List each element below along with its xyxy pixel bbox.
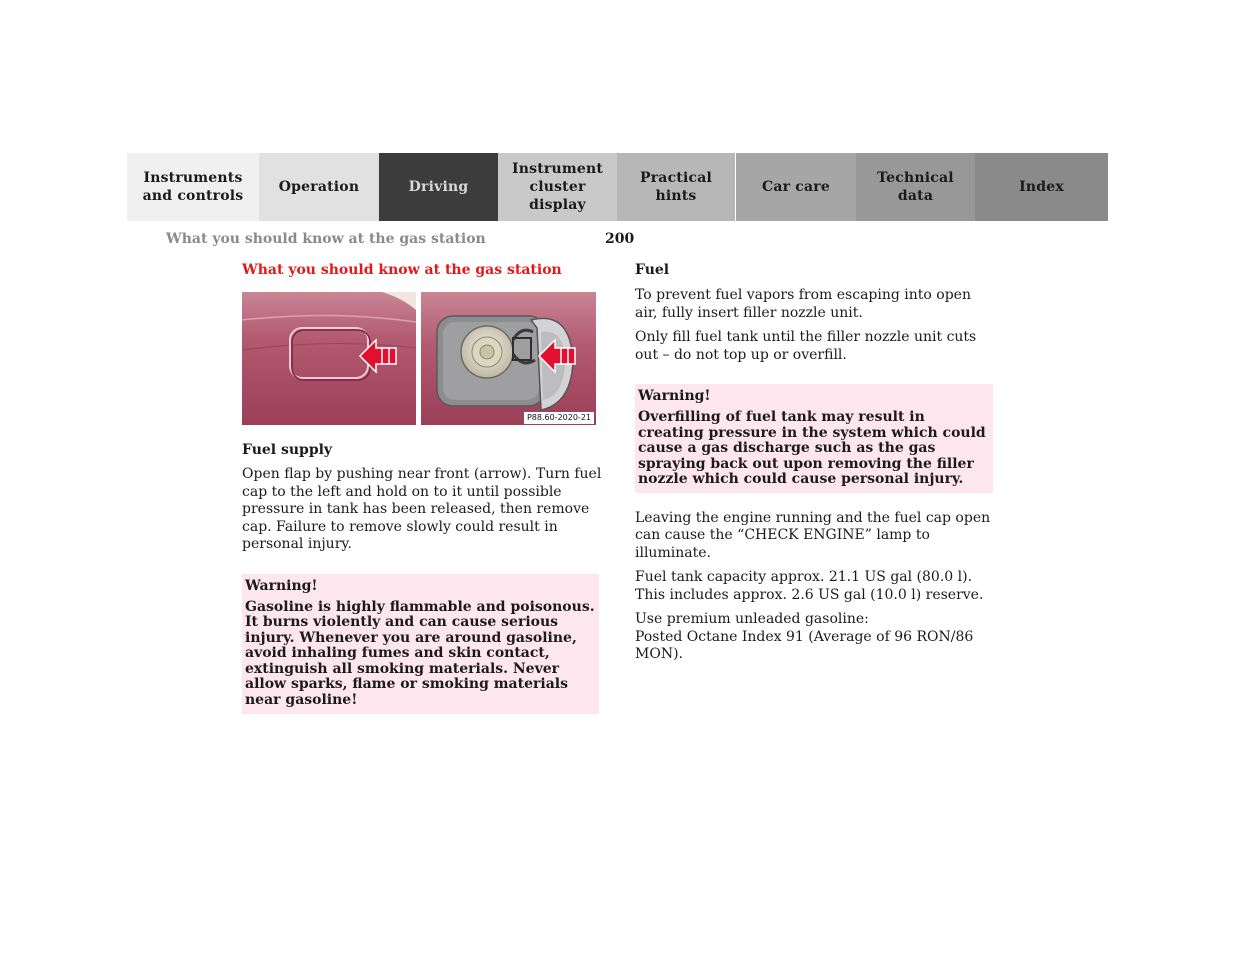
fuel-heading: Fuel — [635, 262, 670, 278]
fuel-para-overfill: Only fill fuel tank until the filler nozzle unit cuts out – do not top up or overfill. — [635, 329, 977, 363]
tab-index[interactable]: Index — [975, 153, 1108, 221]
fuel-cap-open-figure — [421, 292, 596, 425]
warning-title: Warning! — [245, 577, 318, 594]
gasoline-type-line: Use premium unleaded gasoline: — [635, 611, 869, 628]
fuel-flap-figures — [242, 292, 602, 425]
octane-line: Posted Octane Index 91 (Average of 96 RON/86 MON). — [635, 628, 974, 663]
capacity-line: Fuel tank capacity approx. 21.1 US gal (80.0 l). — [635, 569, 973, 586]
tab-instrument-cluster-display[interactable]: Instrument cluster display — [498, 153, 617, 221]
figure-code: P88.60-2020-21 — [524, 412, 594, 424]
overfill-warning-box — [635, 384, 993, 493]
right-column — [635, 262, 995, 671]
fuel-supply-text: Open flap by pushing near front (arrow). Turn fuel cap to the left and hold on to it until possible pressure in tank has been released, then remove cap. Failure to remove slowly could result in personal injury. — [242, 466, 602, 552]
page-number: 200 — [605, 231, 635, 247]
fuel-para-capacity — [635, 569, 995, 604]
left-column — [242, 262, 602, 714]
warning-text: Overfilling of fuel tank may result in creating pressure in the system which could cause a gas discharge such as the gas spraying back out upon removing the filler nozzle which could cause personal injury. — [638, 409, 986, 488]
section-title: What you should know at the gas station — [242, 262, 562, 278]
gasoline-warning-box — [242, 574, 599, 714]
tab-instruments-and-controls[interactable]: Instruments and controls — [127, 153, 259, 221]
fuel-flap-closed-illustration — [242, 292, 416, 425]
tab-technical-data[interactable]: Technical data — [856, 153, 975, 221]
fuel-para-octane — [635, 611, 995, 664]
fuel-para-check-engine: Leaving the engine running and the fuel cap open can cause the “CHECK ENGINE” lamp to illuminate. — [635, 509, 991, 561]
fuel-cap-open-illustration — [421, 292, 596, 425]
fuel-flap-closed-figure — [242, 292, 416, 425]
tab-driving[interactable]: Driving — [379, 153, 498, 221]
tab-car-care[interactable]: Car care — [736, 153, 856, 221]
chapter-tabs — [127, 153, 1108, 221]
warning-text: Gasoline is highly flammable and poisonous. It burns violently and can cause serious injury. Whenever you are around gasoline, avoid inhaling fumes and skin contact, extinguish all smoking materials. Never allow sparks, flame or smoking materials near gasoline! — [245, 598, 595, 709]
fuel-para-nozzle: To prevent fuel vapors from escaping into open air, fully insert filler nozzle unit. — [635, 287, 971, 321]
tab-practical-hints[interactable]: Practical hints — [617, 153, 736, 221]
warning-title: Warning! — [638, 388, 711, 404]
reserve-line: This includes approx. 2.6 US gal (10.0 l) reserve. — [635, 586, 984, 603]
running-header-title: What you should know at the gas station — [166, 231, 486, 247]
tab-operation[interactable]: Operation — [259, 153, 379, 221]
fuel-supply-heading: Fuel supply — [242, 442, 333, 458]
